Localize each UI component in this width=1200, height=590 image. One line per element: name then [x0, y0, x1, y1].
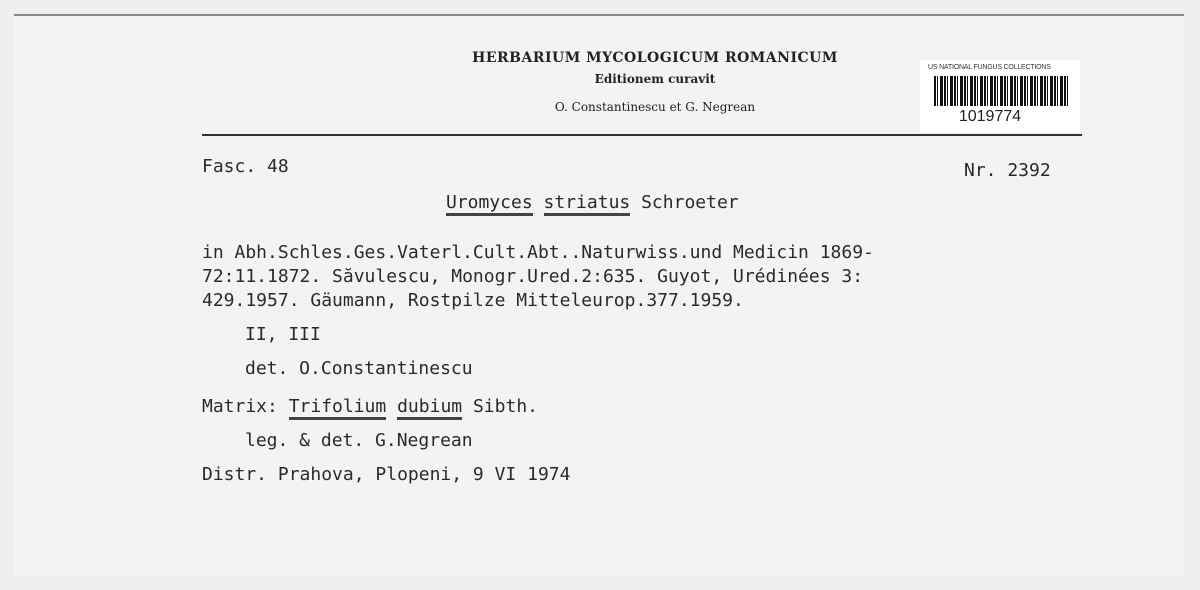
- herbarium-editors: O. Constantinescu et G. Negrean: [554, 100, 756, 114]
- matrix-epithet: dubium: [397, 396, 462, 420]
- matrix-label: Matrix:: [202, 396, 278, 417]
- barcode-label: [920, 60, 1080, 132]
- specimen-number: Nr. 2392: [964, 160, 1051, 181]
- collector: leg. & det. G.Negrean: [245, 430, 473, 451]
- species-genus: Uromyces: [446, 192, 533, 216]
- matrix-author: Sibth.: [472, 396, 538, 417]
- species-epithet: striatus: [544, 192, 631, 216]
- determiner: det. O.Constantinescu: [245, 358, 473, 379]
- citation-line-2: 72:11.1872. Săvulescu, Monogr.Ured.2:635. Guyot, Urédinées 3:: [202, 266, 864, 287]
- species-name: [446, 192, 739, 213]
- barcode-icon: [934, 76, 1068, 106]
- fascicle-number: Fasc. 48: [202, 156, 289, 177]
- herbarium-header: [440, 50, 870, 114]
- header-rule: [202, 134, 1082, 136]
- matrix-genus: Trifolium: [289, 396, 387, 420]
- herbarium-title: HERBARIUM MYCOLOGICUM ROMANICUM: [472, 50, 838, 66]
- citation-line-3: 429.1957. Gäumann, Rostpilze Mitteleurop.377.1959.: [202, 290, 744, 311]
- citation-line-1: in Abh.Schles.Ges.Vaterl.Cult.Abt..Naturwiss.und Medicin 1869-: [202, 242, 874, 263]
- barcode-number: 1019774: [958, 108, 1022, 125]
- herbarium-subtitle: Editionem curavit: [594, 72, 716, 86]
- spore-stages: II, III: [245, 324, 321, 345]
- locality: Distr. Prahova, Plopeni, 9 VI 1974: [202, 464, 571, 485]
- matrix-line: [202, 396, 538, 417]
- species-author: Schroeter: [641, 192, 739, 213]
- barcode-caption: US NATIONAL FUNGUS COLLECTIONS: [928, 64, 1051, 71]
